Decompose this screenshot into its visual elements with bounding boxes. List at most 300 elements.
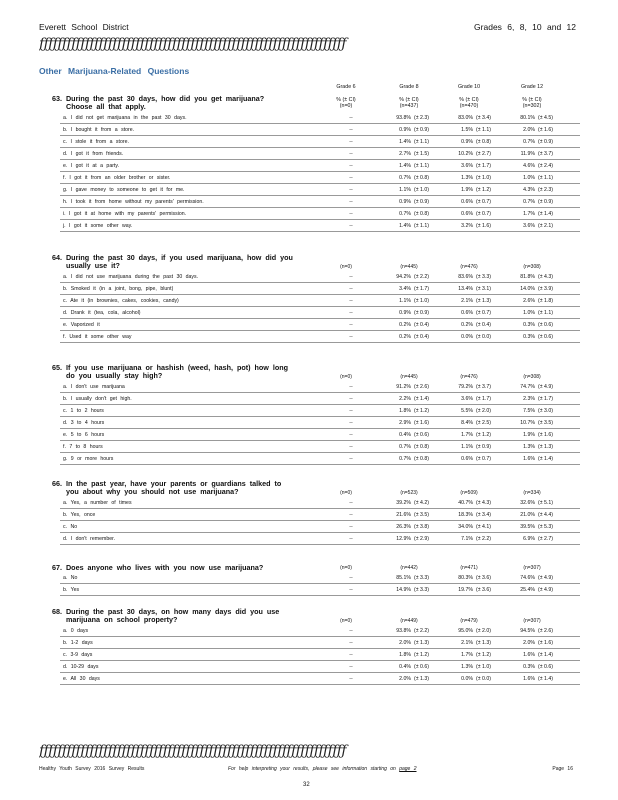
grade-12-percent: 14.0%	[520, 285, 535, 292]
grade-12-percent: 2.0%	[523, 639, 535, 646]
answer-label: a. I did not use marijuana during the past 30 days.	[63, 273, 199, 280]
grade-12-ci: (± 1.4)	[538, 651, 553, 658]
grade-8-ci: (± 1.7)	[414, 285, 429, 292]
grade-12-ci: (± 1.3)	[538, 443, 553, 450]
answer-label: b. Yes	[63, 587, 80, 594]
grade-10-ci: (± 2.2)	[476, 535, 491, 542]
table-row	[60, 220, 580, 232]
table-row	[60, 184, 580, 196]
grade-10-ci: (± 3.7)	[476, 383, 491, 390]
grade-6-value: --	[349, 627, 353, 634]
table-row	[60, 509, 580, 521]
grade-10-ci: (± 2.0)	[476, 407, 491, 414]
grade-8-percent: 0.9%	[399, 126, 411, 133]
grade-10-ci: (± 3.6)	[476, 575, 491, 582]
grade-12-percent: 1.6%	[523, 675, 535, 682]
grade-6-value: --	[349, 162, 353, 169]
sample-size-label: (n=307)	[523, 617, 541, 624]
grade-10-percent: 10.2%	[458, 150, 473, 157]
table-row	[60, 124, 580, 136]
grade-10-percent: 0.6%	[461, 210, 473, 217]
table-row	[60, 331, 580, 343]
grade-12-ci: (± 4.9)	[538, 575, 553, 582]
grade-10-ci: (± 2.7)	[476, 150, 491, 157]
answer-label: d. Drank it (tea, cola, alcohol)	[63, 309, 141, 316]
answer-label: a. I did not get marijuana in the past 30 days.	[63, 114, 187, 121]
footer-survey-name: Healthy Youth Survey 2016 Survey Results	[39, 766, 145, 772]
grade-8-ci: (± 0.6)	[414, 663, 429, 670]
grade-12-percent: 74.7%	[520, 383, 535, 390]
grade-8-percent: 12.9%	[396, 535, 411, 542]
grade-8-ci: (± 1.2)	[414, 407, 429, 414]
grade-12-ci: (± 5.3)	[538, 523, 553, 530]
grade-8-percent: 0.7%	[399, 455, 411, 462]
grade-6-value: --	[349, 587, 353, 594]
question-text: you about why you should not use marijuana?	[66, 487, 239, 497]
answer-label: e. 5 to 6 hours	[63, 431, 105, 438]
grade-12-percent: 1.6%	[523, 651, 535, 658]
grade-8-percent: 1.4%	[399, 162, 411, 169]
answer-label: c. 3-9 days	[63, 651, 93, 658]
grade-6-value: --	[349, 198, 353, 205]
table-row	[60, 429, 580, 441]
question-text: 66. In the past year, have your parents or guardians talked to	[52, 479, 282, 488]
grade-12-percent: 0.3%	[523, 321, 535, 328]
answer-label: h. I took it from home without my parents' permission.	[63, 198, 204, 205]
grade-12-ci: (± 0.6)	[538, 321, 553, 328]
grade-8-percent: 26.3%	[396, 523, 411, 530]
grade-8-ci: (± 1.0)	[414, 297, 429, 304]
table-row	[60, 497, 580, 509]
grade-10-percent: 8.4%	[461, 419, 473, 426]
grade-6-value: --	[349, 114, 353, 121]
grade-8-ci: (± 0.4)	[414, 321, 429, 328]
answer-label: c. No	[63, 523, 78, 530]
column-header-pct: % (± CI)	[399, 97, 419, 103]
grade-12-ci: (± 0.9)	[538, 198, 553, 205]
grade-8-ci: (± 2.9)	[414, 535, 429, 542]
grade-12-percent: 1.9%	[523, 431, 535, 438]
grade-12-percent: 1.6%	[523, 455, 535, 462]
answer-label: d. I don't remember.	[63, 535, 115, 542]
grade-12-ci: (± 1.1)	[538, 174, 553, 181]
grade-6-value: --	[349, 535, 353, 542]
grade-12-percent: 32.6%	[520, 499, 535, 506]
grade-12-ci: (± 4.9)	[538, 587, 553, 594]
grade-8-ci: (± 0.8)	[414, 455, 429, 462]
table-row	[60, 295, 580, 307]
grade-10-percent: 18.3%	[458, 511, 473, 518]
answer-label: b. 1-2 days	[63, 639, 93, 646]
grade-12-percent: 6.9%	[523, 535, 535, 542]
grade-8-percent: 2.9%	[399, 419, 411, 426]
table-row	[60, 208, 580, 220]
grade-8-ci: (± 2.3)	[414, 114, 429, 121]
question-text: 65. If you use marijuana or hashish (weed, hash, pot) how long	[52, 363, 289, 372]
grade-12-ci: (± 3.5)	[538, 419, 553, 426]
grade-10-percent: 19.7%	[458, 587, 473, 594]
answer-label: f. I got it from an older brother or sister.	[63, 174, 171, 181]
grade-6-value: --	[349, 222, 353, 229]
grade-6-value: --	[349, 651, 353, 658]
sample-size-label: (n=307)	[523, 565, 541, 572]
grade-8-ci: (± 3.3)	[414, 575, 429, 582]
grade-10-ci: (± 1.1)	[476, 126, 491, 133]
grade-12-ci: (± 3.9)	[538, 285, 553, 292]
sample-size-label: (n=479)	[460, 617, 478, 624]
grade-10-ci: (± 3.3)	[476, 273, 491, 280]
grade-8-percent: 0.4%	[399, 663, 411, 670]
grade-6-value: --	[349, 333, 353, 340]
document-header-grades: Grades 6, 8, 10 and 12	[474, 22, 576, 32]
grade-8-ci: (± 2.6)	[414, 383, 429, 390]
table-row	[60, 393, 580, 405]
question-text: 68. During the past 30 days, on how many days did you use	[52, 607, 280, 616]
answer-label: b. I usually don't get high.	[63, 395, 132, 402]
grade-6-value: --	[349, 511, 353, 518]
answer-label: j. I got it some other way.	[63, 222, 133, 229]
grade-12-percent: 25.4%	[520, 587, 535, 594]
grade-10-ci: (± 0.0)	[476, 675, 491, 682]
grade-12-percent: 0.7%	[523, 138, 535, 145]
grade-12-ci: (± 1.4)	[538, 455, 553, 462]
grade-12-percent: 2.6%	[523, 297, 535, 304]
grade-10-ci: (± 2.5)	[476, 419, 491, 426]
question-text: usually use it?	[66, 261, 120, 271]
grade-6-value: --	[349, 639, 353, 646]
grade-8-ci: (± 3.8)	[414, 523, 429, 530]
column-header-pct: % (± CI)	[459, 97, 479, 103]
grade-6-value: --	[349, 126, 353, 133]
grade-10-percent: 5.5%	[461, 407, 473, 414]
grade-10-ci: (± 1.0)	[476, 174, 491, 181]
question-text: Choose all that apply.	[66, 102, 146, 112]
grade-12-percent: 0.7%	[523, 198, 535, 205]
grade-8-percent: 1.8%	[399, 651, 411, 658]
grade-8-percent: 0.9%	[399, 309, 411, 316]
grade-8-ci: (± 1.4)	[414, 395, 429, 402]
grade-8-ci: (± 1.0)	[414, 186, 429, 193]
answer-label: d. 3 to 4 hours	[63, 419, 105, 426]
grade-12-ci: (± 1.8)	[538, 297, 553, 304]
grade-8-ci: (± 0.4)	[414, 333, 429, 340]
grade-12-ci: (± 4.9)	[538, 383, 553, 390]
grade-8-ci: (± 0.8)	[414, 443, 429, 450]
grade-12-ci: (± 2.1)	[538, 222, 553, 229]
grade-10-ci: (± 4.3)	[476, 499, 491, 506]
column-header-n: (n=437)	[399, 103, 419, 109]
grade-12-percent: 2.3%	[523, 395, 535, 402]
grade-8-ci: (± 1.1)	[414, 222, 429, 229]
grade-6-value: --	[349, 443, 353, 450]
grade-12-ci: (± 2.4)	[538, 162, 553, 169]
grade-12-percent: 2.0%	[523, 126, 535, 133]
grade-10-percent: 3.2%	[461, 222, 473, 229]
grade-10-ci: (± 0.7)	[476, 455, 491, 462]
question-text: 63. During the past 30 days, how did you get marijuana?	[52, 94, 265, 103]
grade-8-percent: 21.6%	[396, 511, 411, 518]
answer-label: b. I bought it from a store.	[63, 126, 135, 133]
grade-10-percent: 3.6%	[461, 162, 473, 169]
sample-size-label: (n=308)	[523, 263, 541, 270]
grade-8-ci: (± 1.5)	[414, 150, 429, 157]
grade-10-ci: (± 1.7)	[476, 395, 491, 402]
table-row	[60, 625, 580, 637]
grade-10-ci: (± 0.7)	[476, 309, 491, 316]
grade-6-value: --	[349, 663, 353, 670]
table-row	[60, 160, 580, 172]
grade-8-percent: 0.7%	[399, 174, 411, 181]
answer-label: i. I got it at home with my parents' permission.	[63, 210, 187, 217]
grade-6-value: --	[349, 138, 353, 145]
grade-12-percent: 80.1%	[520, 114, 535, 121]
grade-12-percent: 81.8%	[520, 273, 535, 280]
answer-label: b. Smoked it (in a joint, bong, pipe, blunt)	[63, 285, 174, 292]
grade-12-percent: 3.6%	[523, 222, 535, 229]
grade-12-ci: (± 5.1)	[538, 499, 553, 506]
grade-8-ci: (± 1.6)	[414, 419, 429, 426]
grade-12-ci: (± 0.9)	[538, 138, 553, 145]
grade-12-percent: 39.5%	[520, 523, 535, 530]
table-row	[60, 405, 580, 417]
grade-8-percent: 93.8%	[396, 114, 411, 121]
answer-label: a. No	[63, 575, 78, 582]
grade-12-ci: (± 1.6)	[538, 639, 553, 646]
grade-10-percent: 0.0%	[461, 333, 473, 340]
answer-label: e. Vaporized it	[63, 321, 100, 328]
grade-8-ci: (± 0.6)	[414, 431, 429, 438]
grade-10-percent: 7.1%	[461, 535, 473, 542]
table-row	[60, 136, 580, 148]
grade-6-value: --	[349, 309, 353, 316]
grade-12-percent: 0.3%	[523, 333, 535, 340]
grade-10-ci: (± 1.3)	[476, 297, 491, 304]
grade-12-ci: (± 2.6)	[538, 627, 553, 634]
table-row	[60, 381, 580, 393]
grade-6-value: --	[349, 455, 353, 462]
answer-label: g. 9 or more hours	[63, 455, 114, 462]
grade-12-percent: 1.0%	[523, 309, 535, 316]
grade-8-ci: (± 3.5)	[414, 511, 429, 518]
answer-label: g. I gave money to someone to get it for me.	[63, 186, 185, 193]
grade-10-percent: 0.0%	[461, 675, 473, 682]
sample-size-label: (n=0)	[340, 617, 352, 624]
grade-12-ci: (± 4.3)	[538, 273, 553, 280]
grade-6-value: --	[349, 174, 353, 181]
grade-8-percent: 1.1%	[399, 297, 411, 304]
grade-6-value: --	[349, 186, 353, 193]
sample-size-label: (n=0)	[340, 263, 352, 270]
grade-8-ci: (± 1.1)	[414, 162, 429, 169]
grade-8-percent: 91.2%	[396, 383, 411, 390]
grade-10-percent: 0.6%	[461, 198, 473, 205]
grade-12-percent: 1.3%	[523, 443, 535, 450]
grade-12-percent: 0.3%	[523, 663, 535, 670]
answer-label: f. Used it some other way	[63, 333, 132, 340]
sample-size-label: (n=445)	[400, 373, 418, 380]
grade-10-percent: 95.0%	[458, 627, 473, 634]
grade-12-percent: 74.6%	[520, 575, 535, 582]
table-row	[60, 283, 580, 295]
grade-8-ci: (± 1.3)	[414, 675, 429, 682]
footer-page-label: Page 16	[552, 766, 573, 772]
question-text: 67. Does anyone who lives with you now use marijuana?	[52, 563, 264, 572]
sample-size-label: (n=442)	[400, 565, 418, 572]
column-header-pct: % (± CI)	[522, 97, 542, 103]
grade-6-value: --	[349, 523, 353, 530]
grade-8-ci: (± 0.8)	[414, 210, 429, 217]
grade-10-percent: 0.2%	[461, 321, 473, 328]
sample-size-label: (n=0)	[340, 373, 352, 380]
column-header-pct: % (± CI)	[336, 97, 356, 103]
answer-label: e. All 30 days	[63, 675, 100, 682]
table-row	[60, 673, 580, 685]
grade-10-percent: 0.6%	[461, 309, 473, 316]
grade-10-ci: (± 1.3)	[476, 639, 491, 646]
decorative-rule-top: ƒƒƒƒƒƒƒƒƒƒƒƒƒƒƒƒƒƒƒƒƒƒƒƒƒƒƒƒƒƒƒƒƒƒƒƒƒƒƒƒƒƒƒƒƒƒƒƒƒƒƒƒƒƒƒƒƒƒƒƒƒƒƒƒƒƒƒ	[39, 36, 346, 52]
grade-10-ci: (± 0.4)	[476, 321, 491, 328]
grade-8-percent: 1.4%	[399, 222, 411, 229]
grade-12-ci: (± 1.6)	[538, 126, 553, 133]
grade-12-percent: 7.5%	[523, 407, 535, 414]
grade-10-percent: 1.7%	[461, 651, 473, 658]
sample-size-label: (n=0)	[340, 565, 352, 572]
grade-8-ci: (± 3.3)	[414, 587, 429, 594]
grade-10-ci: (± 0.7)	[476, 198, 491, 205]
grade-8-percent: 0.7%	[399, 210, 411, 217]
grade-10-ci: (± 1.2)	[476, 651, 491, 658]
sample-size-label: (n=334)	[523, 489, 541, 496]
grade-8-percent: 1.1%	[399, 186, 411, 193]
grade-10-percent: 13.4%	[458, 285, 473, 292]
grade-10-ci: (± 3.1)	[476, 285, 491, 292]
grade-12-ci: (± 3.7)	[538, 150, 553, 157]
footer-page-link[interactable]: page 2	[399, 766, 417, 772]
grade-8-percent: 2.2%	[399, 395, 411, 402]
grade-12-ci: (± 1.4)	[538, 210, 553, 217]
table-row	[60, 441, 580, 453]
grade-10-percent: 0.6%	[461, 455, 473, 462]
answer-label: a. I don't use marijuana	[63, 383, 125, 390]
answer-label: a. Yes, a number of times	[63, 499, 132, 506]
grade-10-percent: 1.5%	[461, 126, 473, 133]
grade-12-ci: (± 1.4)	[538, 675, 553, 682]
grade-8-ci: (± 0.9)	[414, 309, 429, 316]
decorative-rule-bottom: ƒƒƒƒƒƒƒƒƒƒƒƒƒƒƒƒƒƒƒƒƒƒƒƒƒƒƒƒƒƒƒƒƒƒƒƒƒƒƒƒƒƒƒƒƒƒƒƒƒƒƒƒƒƒƒƒƒƒƒƒƒƒƒƒƒƒƒ	[39, 743, 346, 759]
table-row	[60, 271, 580, 283]
column-header-n: (n=0)	[339, 103, 353, 109]
answer-label: c. Ate it (in brownies, cakes, cookies, candy)	[63, 297, 179, 304]
grade-8-ci: (± 1.3)	[414, 639, 429, 646]
grade-10-percent: 79.2%	[458, 383, 473, 390]
grade-8-percent: 93.8%	[396, 627, 411, 634]
grade-10-ci: (± 3.4)	[476, 114, 491, 121]
footer-help-note	[228, 766, 417, 772]
table-row	[60, 453, 580, 465]
grade-10-ci: (± 3.4)	[476, 511, 491, 518]
grade-10-ci: (± 0.8)	[476, 138, 491, 145]
table-row	[60, 319, 580, 331]
table-row	[60, 196, 580, 208]
grade-8-percent: 3.4%	[399, 285, 411, 292]
grade-12-percent: 1.7%	[523, 210, 535, 217]
grade-10-ci: (± 0.7)	[476, 210, 491, 217]
grade-10-percent: 3.6%	[461, 395, 473, 402]
grade-8-percent: 2.7%	[399, 150, 411, 157]
grade-12-ci: (± 4.5)	[538, 114, 553, 121]
grade-10-ci: (± 1.0)	[476, 663, 491, 670]
grade-6-value: --	[349, 575, 353, 582]
grade-12-ci: (± 1.1)	[538, 309, 553, 316]
table-row	[60, 584, 580, 596]
grade-12-percent: 4.3%	[523, 186, 535, 193]
grade-10-percent: 1.3%	[461, 663, 473, 670]
grade-8-ci: (± 0.9)	[414, 198, 429, 205]
grade-10-ci: (± 0.9)	[476, 443, 491, 450]
column-header-grades: Grade 12	[520, 84, 544, 90]
answer-label: d. I got it from friends.	[63, 150, 124, 157]
table-row	[60, 417, 580, 429]
grade-8-percent: 1.8%	[399, 407, 411, 414]
grade-6-value: --	[349, 431, 353, 438]
table-row	[60, 521, 580, 533]
question-text: 64. During the past 30 days, if you used marijuana, how did you	[52, 253, 293, 262]
answer-label: c. 1 to 2 hours	[63, 407, 104, 414]
question-text: marijuana on school property?	[66, 615, 178, 625]
grade-12-ci: (± 2.3)	[538, 186, 553, 193]
grade-6-value: --	[349, 499, 353, 506]
grade-10-ci: (± 4.1)	[476, 523, 491, 530]
grade-10-percent: 2.1%	[461, 297, 473, 304]
table-row	[60, 112, 580, 124]
column-header-n: (n=470)	[459, 103, 479, 109]
grade-6-value: --	[349, 395, 353, 402]
grade-8-percent: 0.4%	[399, 431, 411, 438]
grade-12-ci: (± 3.0)	[538, 407, 553, 414]
table-row	[60, 572, 580, 584]
document-header-district: Everett School District	[39, 22, 129, 32]
column-header-grades: Grade 10	[457, 84, 481, 90]
sample-size-label: (n=0)	[340, 489, 352, 496]
grade-8-ci: (± 0.9)	[414, 126, 429, 133]
grade-12-percent: 1.0%	[523, 174, 535, 181]
grade-8-ci: (± 1.1)	[414, 138, 429, 145]
table-row	[60, 148, 580, 160]
grade-12-ci: (± 4.4)	[538, 511, 553, 518]
grade-12-percent: 21.0%	[520, 511, 535, 518]
grade-10-percent: 80.3%	[458, 575, 473, 582]
grade-10-percent: 83.6%	[458, 273, 473, 280]
page-number: 32	[303, 782, 310, 788]
table-row	[60, 637, 580, 649]
grade-8-percent: 0.9%	[399, 198, 411, 205]
sample-size-label: (n=476)	[460, 263, 478, 270]
grade-8-percent: 2.0%	[399, 639, 411, 646]
grade-6-value: --	[349, 210, 353, 217]
grade-6-value: --	[349, 407, 353, 414]
grade-12-ci: (± 1.7)	[538, 395, 553, 402]
grade-10-percent: 83.0%	[458, 114, 473, 121]
grade-10-percent: 2.1%	[461, 639, 473, 646]
table-row	[60, 533, 580, 545]
grade-8-percent: 85.1%	[396, 575, 411, 582]
table-row	[60, 649, 580, 661]
grade-12-percent: 10.7%	[520, 419, 535, 426]
grade-6-value: --	[349, 383, 353, 390]
answer-label: f. 7 to 8 hours	[63, 443, 103, 450]
answer-label: e. I got it at a party.	[63, 162, 120, 169]
grade-8-percent: 2.0%	[399, 675, 411, 682]
